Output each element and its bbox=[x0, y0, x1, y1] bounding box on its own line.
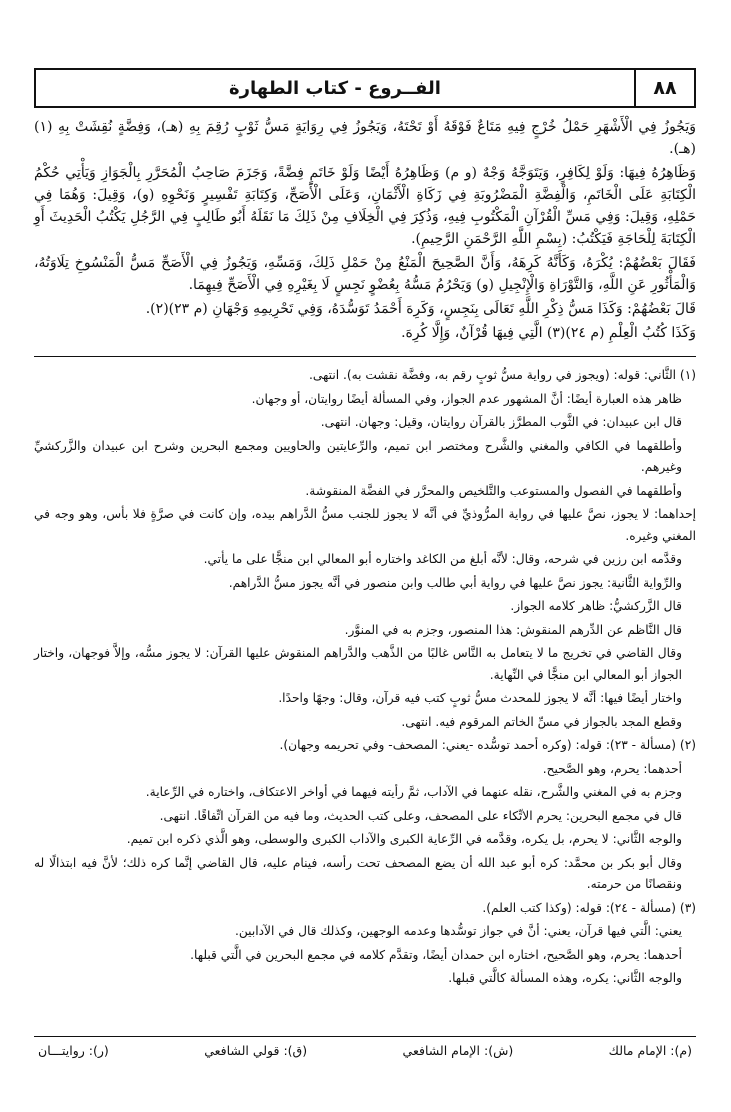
legend-item: (ش): الإمام الشافعي bbox=[402, 1043, 514, 1058]
page-body bbox=[34, 116, 696, 990]
footnote-paragraph: (١) الثَّاني: قوله: (ويجوز في رواية مسُّ ثوبٍ رقم به، وفضَّة نقشت به). انتهى. bbox=[309, 368, 696, 382]
footnote-paragraph: واختار أيضًا فيها: أنَّه لا يجوز للمحدث مسُّ ثوبٍ كتب فيه قرآن، وقال: وجهًا واحدًا. bbox=[278, 691, 682, 705]
legend-item: (ر): روايتـــان bbox=[38, 1043, 109, 1058]
page-header bbox=[34, 68, 696, 108]
page bbox=[34, 68, 696, 1078]
footnote-paragraph: وقال أبو بكر بن محمَّد: كره أبو عبد الله أن يضع المصحف تحت رأسه، فينام عليه، قال القاضي إنَّما كره ذلك؛ لأنَّ فيه ابتذالًا له ونقصانًا من حرمته. bbox=[34, 855, 682, 891]
main-paragraph: وَيَجُوزُ فِي الْأَشْهَرِ حَمْلُ خُرْجٍ فِيهِ مَتَاعٌ فَوْقَهُ أَوْ تَحْتَهُ، وَيَجُوزُ فِي رِوَايَةٍ مَسُّ ثَوْبٍ رُقِمَ بِهِ (هـ)، وَفِضَّةٍ نُقِشَتْ بِهِ (١) (هـ). bbox=[34, 119, 696, 157]
footnote-paragraph: وقدَّمه ابن رزين في شرحه، وقال: لأنَّه أبلغ من الكاغد واختاره أبو المعالي ابن منجًّا على ما يأتي. bbox=[203, 552, 682, 566]
footnote-paragraph: ظاهر هذه العبارة أيضًا: أنَّ المشهور عدم الجواز، وفي المسألة أيضًا روايتان، أو وجهان. bbox=[251, 391, 682, 406]
footnote-paragraph: قال في مجمع البحرين: يحرم الاتِّكاء على المصحف، وعلى كتب الحديث، وما فيه من القرآن اتِّفاقًا. انتهى. bbox=[159, 808, 682, 823]
footnote-paragraph: (٢) (مسألة - ٢٣): قوله: (وكره أحمد توسُّده -يعني: المصحف- وفي تحريمه وجهان). bbox=[279, 738, 696, 752]
running-title: الفــروع - كتاب الطهارة bbox=[229, 77, 441, 99]
main-text bbox=[34, 116, 696, 344]
abbreviation-legend bbox=[34, 1036, 696, 1058]
footnote-paragraph: والرِّواية الثَّانية: يجوز نصَّ عليها في رواية أبي طالب وابن منصور في أنَّه يجوز مسُّ الدَّراهم. bbox=[228, 575, 682, 590]
footnotes bbox=[34, 365, 696, 990]
page-number: ٨٨ bbox=[634, 70, 694, 106]
footnote-paragraph: يعني: الَّتي فيها قرآن، يعني: أنَّ في جواز توسُّدها وعدمه الوجهين، وكذلك قال في الآدابين. bbox=[235, 924, 682, 938]
footnote-paragraph: والوجه الثَّاني: لا يحرم، بل يكره، وقدَّمه في الرِّعاية الكبرى والآداب الكبرى والوسطى، وهو الَّذي ذكره ابن تميم. bbox=[126, 832, 682, 846]
footnote-paragraph: وأطلقهما في الفصول والمستوعب والتَّلخيص والمحرَّر في الفضَّة المنقوشة. bbox=[305, 483, 682, 498]
footnote-paragraph: وقطع المجد بالجواز في مسِّ الخاتم المرقوم فيه. انتهى. bbox=[401, 714, 682, 729]
footnote-paragraph: أحدهما: يحرم، وهو الصَّحيح. bbox=[542, 761, 682, 776]
footnote-paragraph: إحداهما: لا يجوز، نصَّ عليها في رواية المرُّوذيِّ في أنَّه لا يجوز للجنب مسُّ الدَّراهم بيده، وإن كانت في صرَّةٍ فلا بأس، وهو وجه في المغني وغيره. bbox=[34, 507, 696, 543]
main-paragraph: قَالَ بَعْضُهُمْ: وَكَذَا مَسُّ ذِكْرِ اللَّهِ تَعَالَى بِنَجِسٍ، وَكَرِهَ أَحْمَدُ تَوَسُّدَهُ، وَفِي تَحْرِيمِهِ وَجْهَانِ (م ٢٣)(٢). bbox=[145, 301, 696, 317]
main-paragraph: وَكَذَا كُتُبُ الْعِلْمِ (م ٢٤)(٣) الَّتِي فِيهَا قُرْآنٌ، وَإِلَّا كُرِهَ. bbox=[401, 325, 696, 341]
footnote-paragraph: قال الزَّركشيُّ: ظاهر كلامه الجواز. bbox=[510, 599, 682, 613]
footnote-paragraph: قال ابن عبيدان: في الثَّوب المطرَّز بالقرآن روايتان، وقيل: وجهان. انتهى. bbox=[320, 415, 682, 429]
footnote-paragraph: والوجه الثَّاني: يكره، وهذه المسألة كالَّتي قبلها. bbox=[448, 971, 682, 985]
footnote-paragraph: وقال القاضي في تخريج ما لا يتعامل به النَّاس غالبًا من الذَّهب والدَّراهم المنقوش عليها القرآن: لا يجوز مسُّه، وإلاَّ فوجهان، واختار الجواز أبو المعالي ابن منجًّا في النِّهاية. bbox=[34, 646, 682, 682]
footnote-paragraph: وأطلقهما في الكافي والمغني والشَّرح ومختصر ابن تميم، والرِّعايتين والحاويين ومجمع البحرين وشرح ابن عبيدان والزَّركشيِّ وغيرهم. bbox=[34, 438, 682, 474]
legend-item: (م): الإمام مالك bbox=[608, 1043, 692, 1058]
footnote-paragraph: أحدهما: يحرم، وهو الصَّحيح، اختاره ابن حمدان أيضًا، وتقدَّم كلامه في مجمع البحرين في الَّتي قبلها. bbox=[190, 947, 682, 962]
footnote-paragraph: وجزم به في المغني والشَّرح، نقله عنهما في الآداب، ثمَّ رأيته فيهما في أواخر الاعتكاف، واختاره في الرِّعاية. bbox=[145, 785, 682, 799]
main-paragraph: فَقَالَ بَعْضُهُمْ: يُكْرَهُ، وَكَأَنَّهُ كَرِهَهُ، وَأَنَّ الصَّحِيحَ الْمَنْعُ مِنْ حَمْلِ ذَلِكَ، وَمَسِّهِ، وَيَجُوزُ فِي الْأَصَحِّ مَسُّ الْمَنْسُوخِ تِلَاوَتُهُ، وَالْمَأْثُورِ عَنِ اللَّهِ، وَالتَّوْرَاةِ وَالْإِنْجِيلِ (و) وَيَحْرُمُ مَسُّهُ بِعُضْوٍ نَجِسٍ لَا بِغَيْرِهِ فِي الْأَصَحِّ فِيهِمَا. bbox=[34, 255, 696, 293]
legend-item: (ق): قولي الشافعي bbox=[204, 1043, 308, 1058]
footnote-separator bbox=[34, 356, 696, 357]
footnote-paragraph: قال النَّاظم عن الدِّرهم المنقوش: هذا المنصور، وجزم به في المنوَّر. bbox=[344, 622, 682, 637]
main-paragraph: وَظَاهِرُهُ فِيهَا: وَلَوْ لِكَافِرٍ، وَيَتَوَجَّهُ وَجْهٌ (و م) وَظَاهِرُهُ أَيْضًا وَلَوْ خَاتَمٍ فِضَّةً، وَجَزَمَ صَاحِبُ الْمُحَرَّرِ بِالْجَوَازِ وَيَأْتِي حُكْمُ الْكِتَابَةِ عَلَى الْخَاتَمِ، وَالْفِضَّةِ الْمَضْرُوبَةِ فِي زَكَاةِ الْأَثْمَانِ، وَعَلَى الْأَصَحِّ، وَكِتَابَةِ تَفْسِيرٍ وَنَحْوِهِ (و)، وَقِيلَ: وَهُمَا فِي حَمْلِهِ، وَقِيلَ: وَفِي مَسِّ الْقُرْآنِ الْمَكْتُوبِ فِيهِ، وَذُكِرَ فِي الْخِلَافِ مِنْ ذَلِكَ مَا نَقَلَهُ أَبُو طَالِبٍ فِي الرَّجُلِ يَكْتُبُ الْحَدِيثَ أَوِ الْكِتَابَةَ لِلْحَاجَةِ فَيَكْتُبُ: (بِسْمِ اللَّهِ الرَّحْمَنِ الرَّحِيمِ). bbox=[34, 165, 696, 247]
footnote-paragraph: (٣) (مسألة - ٢٤): قوله: (وكذا كتب العلم). bbox=[482, 900, 696, 915]
